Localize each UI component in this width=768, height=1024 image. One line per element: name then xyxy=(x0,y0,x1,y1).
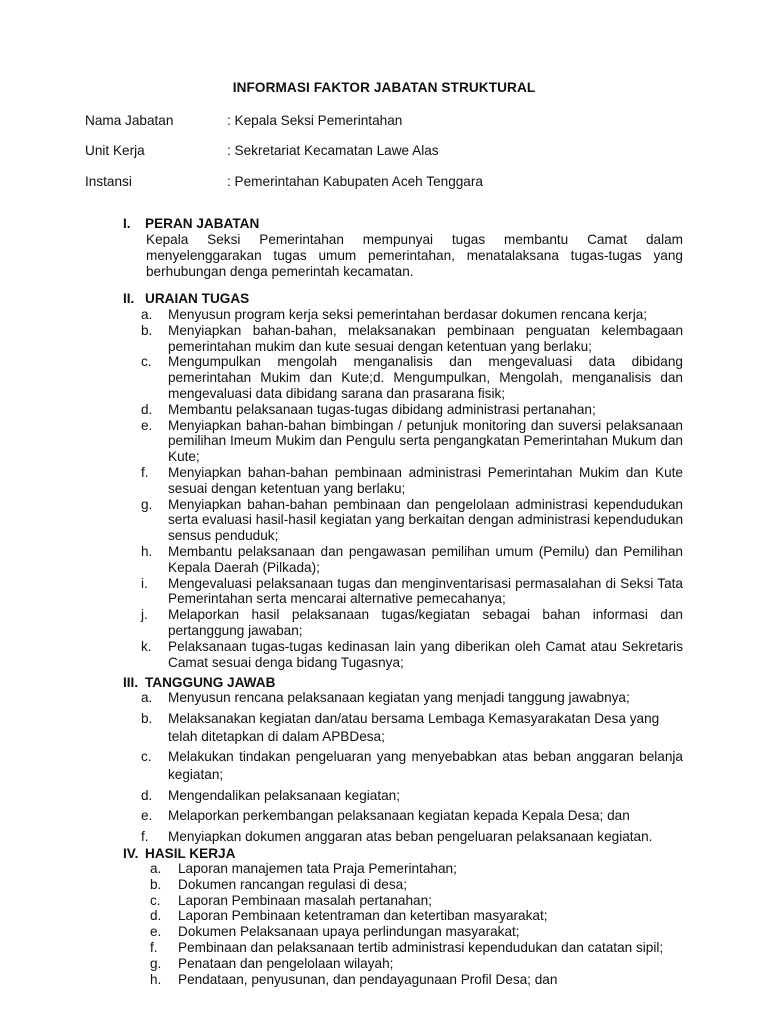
document-title: INFORMASI FAKTOR JABATAN STRUKTURAL xyxy=(232,80,536,95)
list-letter: c. xyxy=(150,892,161,908)
list-letter: h. xyxy=(141,543,153,559)
list-item xyxy=(141,307,683,323)
info-label: Instansi xyxy=(85,174,132,189)
info-label: Nama Jabatan xyxy=(85,113,174,128)
list-item xyxy=(141,354,683,401)
list-item-text: Dokumen Pelaksanaan upaya perlindungan masyarakat; xyxy=(178,924,520,940)
list-item-text: Membantu pelaksanaan dan pengawasan pemilihan umum (Pemilu) dan Pemilihan Kepala Daerah (Pilkada); xyxy=(168,543,683,575)
section-title: TANGGUNG JAWAB xyxy=(145,675,276,690)
list-item xyxy=(141,402,683,418)
list-letter: b. xyxy=(141,710,153,726)
list-letter: e. xyxy=(141,417,153,433)
info-value: : Pemerintahan Kabupaten Aceh Tenggara xyxy=(227,174,483,189)
list-item-text: Laporan manajemen tata Praja Pemerintahan; xyxy=(178,861,457,876)
list-item-text: Melakukan tindakan pengeluaran yang menyebabkan atas beban anggaran belanja kegiatan; xyxy=(168,749,683,782)
list-letter: d. xyxy=(141,787,153,803)
list-item xyxy=(141,828,683,846)
list-item-text: Menyiapkan bahan-bahan, melaksanakan pembinaan penguatan kelembagaan pemerintahan mukim dan kute sesuai dengan ketentuan yang berlaku; xyxy=(168,322,683,354)
list-item-text: Pendataan, penyusunan, dan pendayagunaan Profil Desa; dan xyxy=(178,971,558,987)
list-item xyxy=(150,972,683,988)
list-letter: g. xyxy=(150,955,162,971)
section-heading-hasil-kerja xyxy=(123,846,235,862)
list-item-text: Melaksanakan kegiatan dan/atau bersama Lembaga Kemasyarakatan Desa yang telah ditetapkan di dalam APBDesa; xyxy=(168,710,660,744)
list-item-text: Membantu pelaksanaan tugas-tugas dibidang administrasi pertanahan; xyxy=(168,401,596,417)
list-item-text: Menyusun program kerja seksi pemerintahan berdasar dokumen rencana kerja; xyxy=(168,307,648,322)
hasil-kerja-list xyxy=(150,861,683,987)
list-item-text: Melaporkan perkembangan pelaksanaan kegiatan kepada Kepala Desa; dan xyxy=(168,808,630,823)
list-item-text: Pelaksanaan tugas-tugas kedinasan lain yang diberikan oleh Camat atau Sekretaris Camat sesuai denga bidang Tugasnya; xyxy=(168,638,683,670)
list-item-text: Dokumen rancangan regulasi di desa; xyxy=(178,876,407,892)
list-item-text: Menyiapkan bahan-bahan pembinaan administrasi Pemerintahan Mukim dan Kute sesuai dengan ketentuan yang berlaku; xyxy=(168,464,683,496)
list-letter: h. xyxy=(150,971,162,987)
section-title: URAIAN TUGAS xyxy=(145,291,250,306)
list-item-text: Melaporkan hasil pelaksanaan tugas/kegiatan sebagai bahan informasi dan pertanggung jawaban; xyxy=(168,607,683,638)
list-letter: f. xyxy=(141,464,149,480)
list-item xyxy=(150,908,683,924)
section-number: IV. xyxy=(123,846,139,861)
list-item xyxy=(150,940,683,956)
list-item xyxy=(150,861,683,877)
list-item-text: Menyusun rencana pelaksanaan kegiatan yang menjadi tanggung jawabnya; xyxy=(168,690,630,705)
list-item xyxy=(141,544,683,576)
list-item xyxy=(141,787,683,805)
list-item xyxy=(141,323,683,355)
section-number: II. xyxy=(123,291,135,306)
list-letter: a. xyxy=(141,307,153,322)
list-letter: e. xyxy=(150,924,162,940)
list-item-text: Menyiapkan bahan-bahan pembinaan dan pengelolaan administrasi kependudukan serta evaluasi hasil-hasil kegiatan yang berkaitan dengan administrasi kependudukan sensus penduduk; xyxy=(168,496,683,544)
list-item xyxy=(141,607,683,639)
list-letter: d. xyxy=(150,908,162,924)
list-letter: g. xyxy=(141,496,153,512)
section-number: III. xyxy=(123,675,139,690)
list-item xyxy=(150,877,683,893)
list-item xyxy=(141,748,683,784)
list-item-text: Menyiapkan bahan-bahan bimbingan / petunjuk monitoring dan suversi pelaksanaan pemilihan Imeum Mukim dan Pengulu serta pengangkatan Pemerintahan Mukum dan Kute; xyxy=(168,417,683,465)
list-item xyxy=(141,418,683,465)
peran-jabatan-text: Kepala Seksi Pemerintahan mempunyai tugas membantu Camat dalam menyelenggarakan tugas umum pemerintahan, menatalaksana tugas-tugas yang berhubungan denga pemerintah kecamatan. xyxy=(146,232,683,279)
section-title: PERAN JABATAN xyxy=(145,216,260,231)
list-item-text: Mengevaluasi pelaksanaan tugas dan menginventarisasi permasalahan di Seksi Tata Pemerintahan serta mencarai alternative pemecahanya; xyxy=(168,575,683,607)
tanggung-jawab-list xyxy=(141,689,683,848)
list-item-text: Laporan Pembinaan masalah pertanahan; xyxy=(178,892,432,908)
list-letter: e. xyxy=(141,808,153,823)
list-item xyxy=(150,893,683,909)
list-item xyxy=(141,576,683,608)
list-item-text: Mengendalikan pelaksanaan kegiatan; xyxy=(168,787,401,803)
list-item-text: Penataan dan pengelolaan wilayah; xyxy=(178,955,394,971)
list-item xyxy=(141,497,683,544)
list-letter: a. xyxy=(150,861,162,876)
section-heading-peran-jabatan xyxy=(123,216,259,232)
list-item xyxy=(141,710,683,746)
list-letter: c. xyxy=(141,354,152,370)
list-item-text: Mengumpulkan mengolah menganalisis dan mengevaluasi data dibidang pemerintahan Mukim dan Kute;d. Mengumpulkan, Mengolah, menganalisis dan mengevaluasi data dibidang sarana dan prasarana fisik; xyxy=(168,354,683,401)
list-letter: b. xyxy=(141,322,153,338)
info-value: : Kepala Seksi Pemerintahan xyxy=(227,113,403,128)
list-item xyxy=(141,689,683,707)
list-letter: f. xyxy=(150,939,158,955)
list-letter: f. xyxy=(141,828,149,844)
section-title: HASIL KERJA xyxy=(145,846,236,861)
list-item xyxy=(150,956,683,972)
list-item xyxy=(141,807,683,825)
list-letter: d. xyxy=(141,401,153,417)
list-letter: c. xyxy=(141,749,152,764)
list-letter: a. xyxy=(141,690,153,705)
info-value: : Sekretariat Kecamatan Lawe Alas xyxy=(227,143,439,158)
list-item xyxy=(141,639,683,671)
list-item xyxy=(150,924,683,940)
list-item-text: Laporan Pembinaan ketentraman dan ketertiban masyarakat; xyxy=(178,908,548,924)
list-item-text: Pembinaan dan pelaksanaan tertib administrasi kependudukan dan catatan sipil; xyxy=(178,939,664,955)
list-item-text: Menyiapkan dokumen anggaran atas beban pengeluaran pelaksanaan kegiatan. xyxy=(168,828,653,844)
list-item xyxy=(141,465,683,497)
list-letter: i. xyxy=(141,575,148,591)
list-letter: k. xyxy=(141,638,152,654)
info-label: Unit Kerja xyxy=(85,143,145,158)
uraian-tugas-list xyxy=(141,307,683,670)
section-number: I. xyxy=(123,216,131,231)
list-letter: j. xyxy=(141,607,148,623)
section-heading-uraian-tugas xyxy=(123,291,249,307)
list-letter: b. xyxy=(150,876,162,892)
